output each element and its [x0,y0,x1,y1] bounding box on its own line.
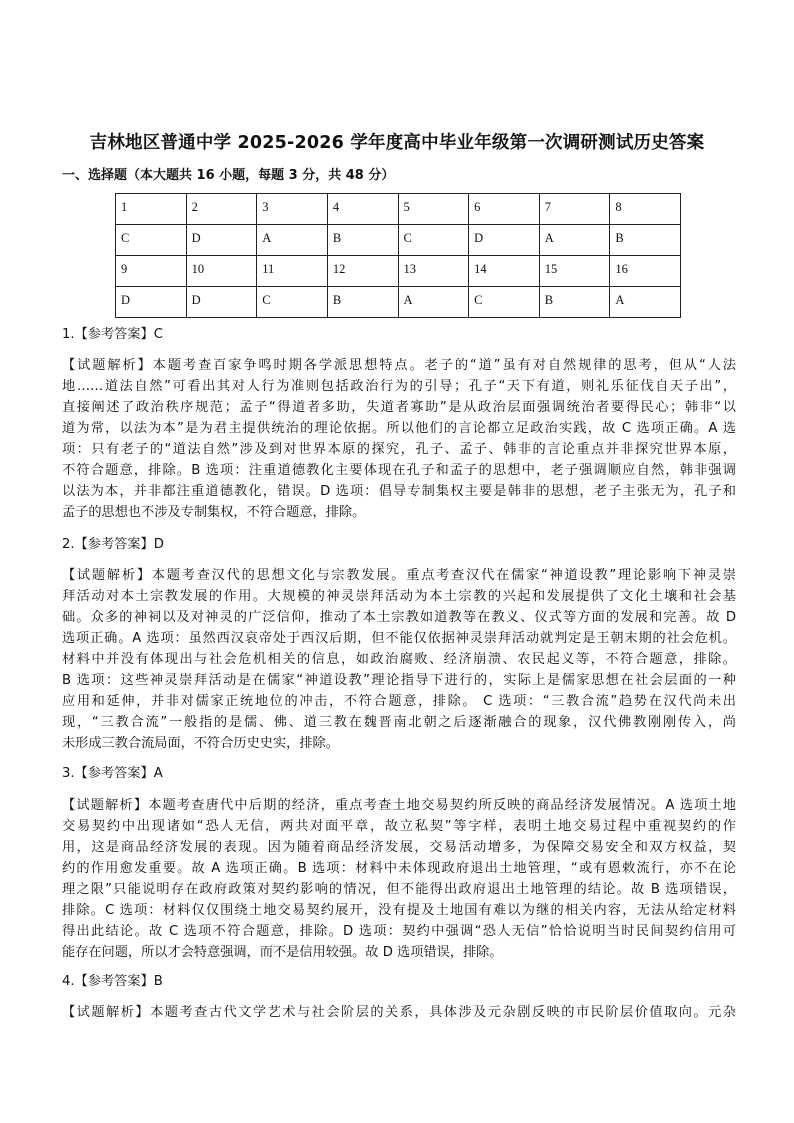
question-number-cell: 8 [610,194,681,225]
analysis-paragraph [62,795,736,963]
answer-header: 2.【参考答案】D [62,537,164,552]
answer-cell: A [398,287,469,318]
paragraph-line: B 选项：这些神灵崇拜活动是在儒家“神道设教”理论指导下进行的，实际上是儒家思想在社会层面的一种 [62,673,736,688]
question-number-cell: 7 [539,194,610,225]
paragraph-line: 孟子的思想也不涉及专制集权，不符合题意，排除。 [62,505,366,520]
answer-cell: A [257,225,328,256]
paragraph-line: 不符合题意，排除。B 选项：注重道德教化主要体现在孔子和孟子的思想中，老子强调顺应自然，韩非强调 [62,463,736,478]
answer-cell: D [116,287,187,318]
question-number-cell: 14 [469,256,540,287]
paragraph-line: 用，这是商品经济发展的表现。因为随着商品经济发展，交易活动增多，为保障交易安全和双方权益，契 [62,840,736,855]
paragraph-line: 【试题解析】本题考查汉代的思想文化与宗教发展。重点考查汉代在儒家“神道设教”理论影响下神灵崇 [62,568,736,583]
paragraph-line: 直接阐述了政治秩序规范；孟子“得道者多助，失道者寡助”是从政治层面强调统治者要得民心；韩非“以 [62,400,736,415]
answer-header: 4.【参考答案】B [62,974,163,989]
question-number-cell: 16 [610,256,681,287]
question-number-cell: 11 [257,256,328,287]
paragraph-line: 拜活动对本土宗教发展的作用。大规模的神灵崇拜活动为本土宗教的兴起和发展提供了文化土壤和社会基 [62,589,736,604]
answer-header: 1.【参考答案】C [62,327,163,342]
paragraph-line: 项：只有老子的“道法自然”涉及到对世界本原的探究，孔子、孟子、韩非的言论重点并非探究世界本原， [62,442,736,457]
document-title: 吉林地区普通中学 2025-2026 学年度高中毕业年级第一次调研测试历史答案 [89,133,705,153]
paragraph-line: 交易契约中出现诸如“恐人无信，两共对面平章，故立私契”等字样，表明土地交易过程中重视契约的作 [62,819,736,834]
answer-cell: B [539,287,610,318]
answer-cell: B [327,287,398,318]
answer-row [116,287,681,318]
question-number-row [116,194,681,225]
question-number-cell: 3 [257,194,328,225]
paragraph-line: 排除。C 选项：材料仅仅围绕土地交易契约展开，没有提及土地国有难以为继的相关内容，无法从给定材料 [62,903,736,918]
analysis-paragraph [62,565,736,754]
question-number-cell: 15 [539,256,610,287]
answer-row [116,225,681,256]
question-number-cell: 2 [186,194,257,225]
paragraph-line: 得出此结论。故 C 选项不符合题意，排除。D 选项：契约中强调“恐人无信”恰恰说明当时民间契约信用可 [62,924,736,939]
question-number-cell: 9 [116,256,187,287]
paragraph-line: 地……道法自然”可看出其对人行为准则包括政治行为的引导；孔子“天下有道，则礼乐征伐自天子出”， [62,379,736,394]
answer-table [115,193,681,318]
question-number-cell: 5 [398,194,469,225]
paragraph-line: 能存在问题，所以才会特意强调，而不是信用较强。故 D 选项错误，排除。 [62,945,503,960]
paragraph-line: 【试题解析】本题考查百家争鸣时期各学派思想特点。老子的“道”虽有对自然规律的思考，但从“人法 [62,358,736,373]
answer-cell: A [610,287,681,318]
answer-cell: B [610,225,681,256]
question-number-cell: 4 [327,194,398,225]
question-number-row [116,256,681,287]
answer-header: 3.【参考答案】A [62,766,163,781]
paragraph-line: 应用和延伸，并非对儒家正统地位的冲击，不符合题意，排除。 C 选项：“三教合流”趋势在汉代尚未出 [62,694,736,709]
answer-cell: C [398,225,469,256]
question-number-cell: 1 [116,194,187,225]
paragraph-line: 选项正确。A 选项：虽然西汉哀帝处于西汉后期，但不能仅依据神灵崇拜活动就判定是王朝末期的社会危机。 [62,631,736,646]
paragraph-line: 道为常，以法为本”是为君主提供统治的理论依据。所以他们的言论都立足政治实践，故 C 选项正确。A 选 [62,421,736,436]
answer-cell: D [469,225,540,256]
paragraph-line: 现，“三教合流”一般指的是儒、佛、道三教在魏晋南北朝之后逐渐融合的现象，汉代佛教刚刚传入，尚 [62,715,736,730]
question-number-cell: 6 [469,194,540,225]
paragraph-line: 约的作用愈发重要。故 A 选项正确。B 选项：材料中未体现政府退出土地管理，“或有恩敕流行，亦不在论 [62,861,736,876]
paragraph-line: 【试题解析】本题考查唐代中后期的经济，重点考查土地交易契约所反映的商品经济发展情况。A 选项土地 [62,798,736,813]
section-heading: 一、选择题（本大题共 16 小题，每题 3 分，共 48 分） [62,168,395,183]
answer-cell: A [539,225,610,256]
paragraph-line: 础。众多的神祠以及对神灵的广泛信仰，推动了本土宗教如道教等在教义、仪式等方面的发展和完善。故 D [62,610,736,625]
answer-cell: B [327,225,398,256]
answer-cell: C [469,287,540,318]
answer-cell: C [257,287,328,318]
paragraph-line: 材料中并没有体现出与社会危机相关的信息，如政治腐败、经济崩溃、农民起义等，不符合题意，排除。 [62,652,736,667]
answer-cell: D [186,287,257,318]
question-number-cell: 13 [398,256,469,287]
question-number-cell: 12 [327,256,398,287]
paragraph-line: 理之限”只能说明存在政府政策对契约影响的情况，但不能得出政府退出土地管理的结论。故 B 选项错误， [62,882,736,897]
paragraph-line: 未形成三教合流局面，不符合历史史实，排除。 [62,736,339,751]
question-number-cell: 10 [186,256,257,287]
paragraph-line: 【试题解析】本题考查古代文学艺术与社会阶层的关系，具体涉及元杂剧反映的市民阶层价值取向。元杂 [62,1005,736,1020]
analysis-paragraph [62,355,736,523]
paragraph-line: 以法为本，并非都注重道德教化，错误。D 选项：倡导专制集权主要是韩非的思想，老子主张无为，孔子和 [62,484,736,499]
analysis-paragraph [62,1002,736,1023]
answer-cell: D [186,225,257,256]
answer-cell: C [116,225,187,256]
